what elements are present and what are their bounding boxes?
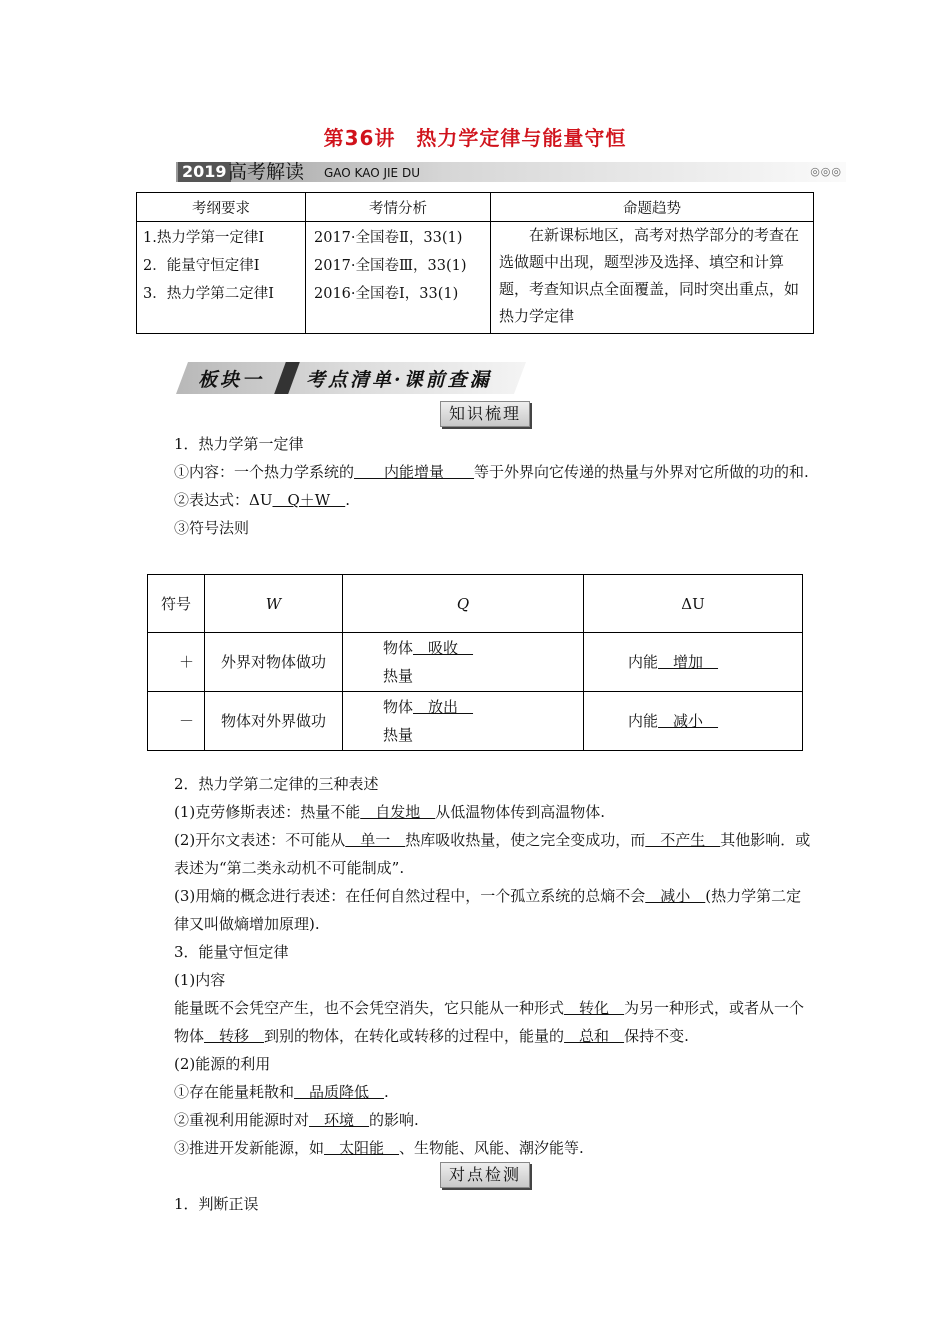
subsection-heading: 1．热力学第一定律 — [174, 435, 304, 453]
page-title: 第36讲 热力学定律与能量守恒 — [323, 126, 627, 150]
answer-blank: 自发地 — [360, 803, 436, 821]
table-cell: 外界对物体做功 — [205, 633, 343, 692]
answer-blank: 放出 — [413, 698, 474, 716]
banner-pinyin: GAO KAO JIE DU — [324, 166, 420, 180]
syllabus-cell — [137, 222, 306, 334]
banner-year: 2019 — [178, 162, 231, 182]
section-title: 考点清单·课前查漏 — [306, 369, 492, 391]
exam-banner — [176, 160, 846, 184]
content-block — [144, 1190, 812, 1218]
paragraph: ③符号法则 — [174, 519, 250, 537]
paragraph: ①存在能量耗散和 品质降低 . — [174, 1083, 389, 1101]
paragraph: (2)能源的利用 — [174, 1055, 271, 1073]
banner-dots-icon: ◎◎◎ — [810, 165, 842, 178]
banner-title: 高考解读 — [228, 161, 305, 183]
analysis-item: 2017·全国卷Ⅲ，33(1) — [314, 258, 467, 274]
knowledge-tag: 知识梳理 — [440, 401, 530, 427]
trend-cell: 在新课标地区，高考对热学部分的考查在选做题中出现，题型涉及选择、填空和计算题，考查知识点全面覆盖，同时突出重点，如热力学定律 — [491, 222, 814, 334]
content-block — [144, 770, 812, 1162]
answer-blank: 品质降低 — [294, 1083, 385, 1101]
paragraph: ③推进开发新能源，如 太阳能 、生物能、风能、潮汐能等. — [174, 1139, 584, 1157]
table-header: 考情分析 — [306, 193, 491, 222]
subsection-heading: 3．能量守恒定律 — [174, 943, 289, 961]
answer-blank: 转化 — [564, 999, 625, 1017]
syllabus-item: 3．热力学第二定律Ⅰ — [143, 286, 274, 302]
table-cell: 物体对外界做功 — [205, 692, 343, 751]
paragraph: ②表达式：ΔU Q＋W . — [174, 491, 350, 509]
content-block — [144, 430, 812, 542]
sign-cell: ＋ — [148, 633, 205, 692]
answer-blank: 不产生 — [645, 831, 721, 849]
answer-blank: Q＋W — [272, 491, 346, 509]
analysis-item: 2017·全国卷Ⅱ，33(1) — [314, 230, 463, 246]
syllabus-item: 1.热力学第一定律Ⅰ — [143, 230, 265, 246]
answer-blank: 单一 — [345, 831, 406, 849]
analysis-cell — [306, 222, 491, 334]
answer-blank: 总和 — [564, 1027, 625, 1045]
table-cell: 内能 增加 — [584, 633, 803, 692]
table-header: Q — [343, 575, 584, 633]
table-header: 符号 — [148, 575, 205, 633]
table-cell: 物体 吸收 热量 — [343, 633, 584, 692]
paragraph: (1)克劳修斯表述：热量不能 自发地 从低温物体传到高温物体. — [174, 803, 606, 821]
sign-rule-table — [147, 574, 803, 751]
answer-blank: 吸收 — [413, 639, 474, 657]
paragraph: 能量既不会凭空产生，也不会凭空消失，它只能从一种形式 转化 为另一种形式，或者从一个物体 转移 到别的物体，在转化或转移的过程中，能量的 总和 保持不变. — [174, 999, 805, 1045]
subsection-heading: 1．判断正误 — [174, 1195, 259, 1213]
section-banner — [176, 362, 526, 394]
answer-blank: 环境 — [309, 1111, 370, 1129]
table-header: 命题趋势 — [491, 193, 814, 222]
paragraph: ①内容：一个热力学系统的 内能增量 等于外界向它传递的热量与外界对它所做的功的和. — [174, 463, 809, 481]
table-header: W — [205, 575, 343, 633]
table-cell: 物体 放出 热量 — [343, 692, 584, 751]
sign-cell: － — [148, 692, 205, 751]
analysis-item: 2016·全国卷Ⅰ，33(1) — [314, 286, 459, 302]
table-header: ΔU — [584, 575, 803, 633]
subsection-heading: 2．热力学第二定律的三种表述 — [174, 775, 379, 793]
answer-blank: 减小 — [645, 887, 706, 905]
paragraph: (1)内容 — [174, 971, 226, 989]
check-tag: 对点检测 — [440, 1162, 530, 1188]
syllabus-item: 2．能量守恒定律Ⅰ — [143, 258, 260, 274]
answer-blank: 减小 — [658, 712, 719, 730]
answer-blank: 增加 — [658, 653, 719, 671]
paragraph: (3)用熵的概念进行表述：在任何自然过程中，一个孤立系统的总熵不会 减小 (热力学第二定律又叫做熵增加原理). — [174, 887, 802, 933]
table-cell: 内能 减小 — [584, 692, 803, 751]
section-number: 板块一 — [198, 369, 265, 391]
syllabus-table — [136, 192, 814, 334]
answer-blank: 太阳能 — [324, 1139, 400, 1157]
paragraph: (2)开尔文表述：不可能从 单一 热库吸收热量，使之完全变成功，而 不产生 其他影响．或表述为“第二类永动机不可能制成”. — [174, 831, 811, 877]
table-header: 考纲要求 — [137, 193, 306, 222]
paragraph: ②重视利用能源时对 环境 的影响. — [174, 1111, 419, 1129]
answer-blank: 转移 — [204, 1027, 265, 1045]
answer-blank: 内能增量 — [354, 463, 475, 481]
